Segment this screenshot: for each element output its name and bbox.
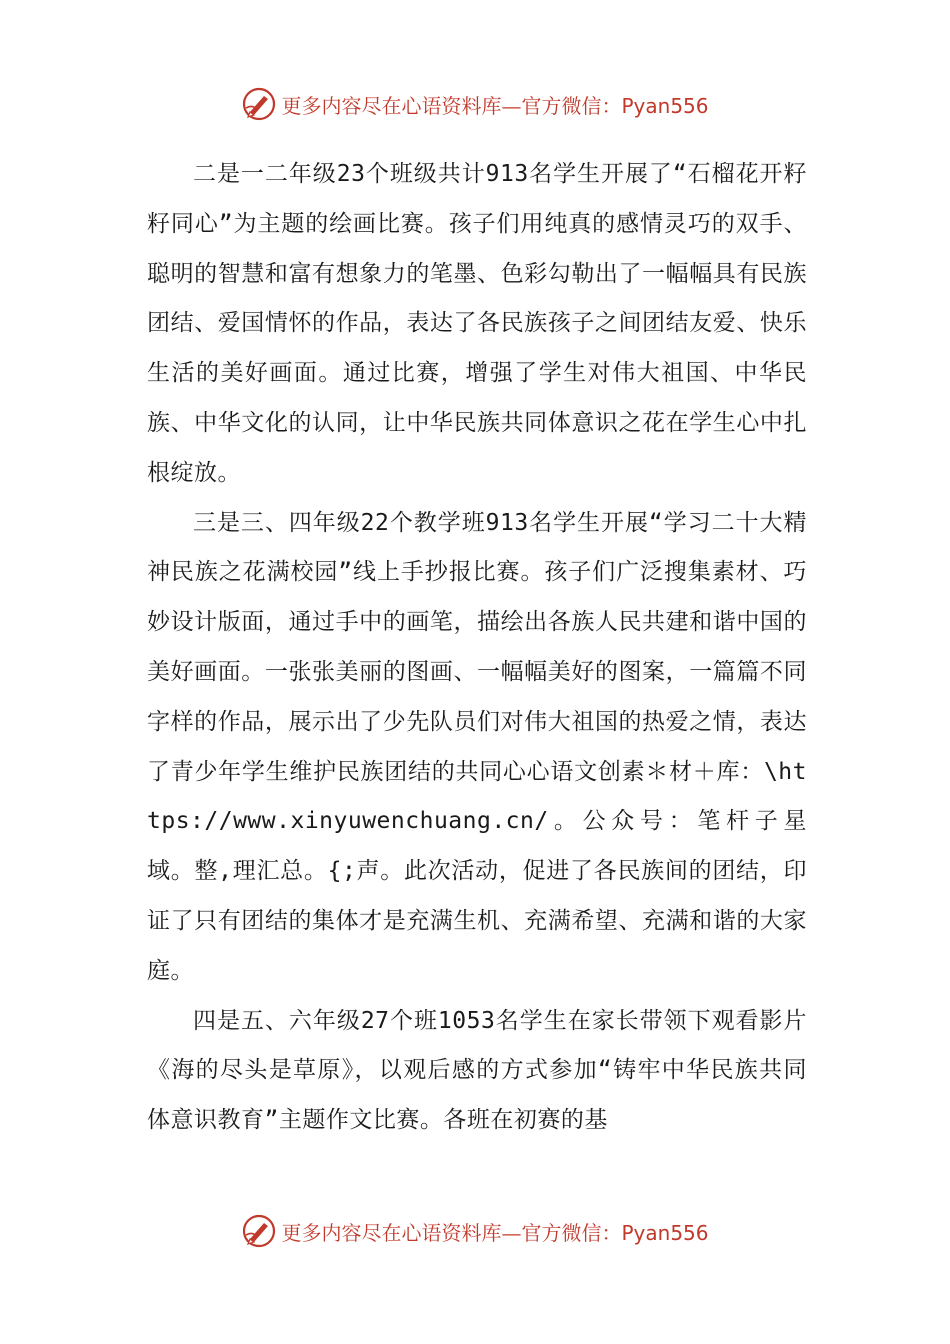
banner-wechat-id: Pyan556 <box>621 93 709 118</box>
footer-banner <box>0 1211 950 1251</box>
banner-text <box>281 1217 708 1246</box>
paragraph-grade-5-6: 四是五、六年级27个班1053名学生在家长带领下观看影片《海的尽头是草原》，以观后感的方式参加“铸牢中华民族共同体意识教育”主题作文比赛。各班在初赛的基 <box>147 1007 807 1134</box>
banner-slogan: 更多内容尽在心语资料库—官方微信： <box>281 1220 622 1245</box>
paragraph-grade-1-2: 二是一二年级23个班级共计913名学生开展了“石榴花开籽籽同心”为主题的绘画比赛。孩子们用纯真的感情灵巧的双手、聪明的智慧和富有想象力的笔墨、色彩勾勒出了一幅幅具有民族团结、爱国情怀的作品，表达了各民族孩子之间团结友爱、快乐生活的美好画面。通过比赛，增强了学生对伟大祖国、中华民族、中华文化的认同，让中华民族共同体意识之花在学生心中扎根绽放。 <box>147 161 807 486</box>
banner-wechat-id: Pyan556 <box>621 1220 709 1245</box>
document-body <box>147 150 807 1146</box>
banner-slogan: 更多内容尽在心语资料库—官方微信： <box>281 93 622 118</box>
header-banner <box>0 84 950 124</box>
pen-logo-icon <box>241 1213 277 1249</box>
paragraph-grade-3-4: 三是三、四年级22个教学班913名学生开展“学习二十大精神民族之花满校园”线上手抄报比赛。孩子们广泛搜集素材、巧妙设计版面，通过手中的画笔，描绘出各族人民共建和谐中国的美好画面。一张张美丽的图画、一幅幅美好的图案，一篇篇不同字样的作品，展示出了少先队员们对伟大祖国的热爱之情，表达了青少年学生维护民族团结的共同心心语文创素＊材＋库：\https://www.xinyuwenchuang.cn/。公众号：笔杆子星域。整,理汇总。{;声。此次活动，促进了各民族间的团结，印证了只有团结的集体才是充满生机、充满希望、充满和谐的大家庭。 <box>147 509 807 984</box>
pen-logo-icon <box>241 86 277 122</box>
banner-text <box>281 90 708 119</box>
